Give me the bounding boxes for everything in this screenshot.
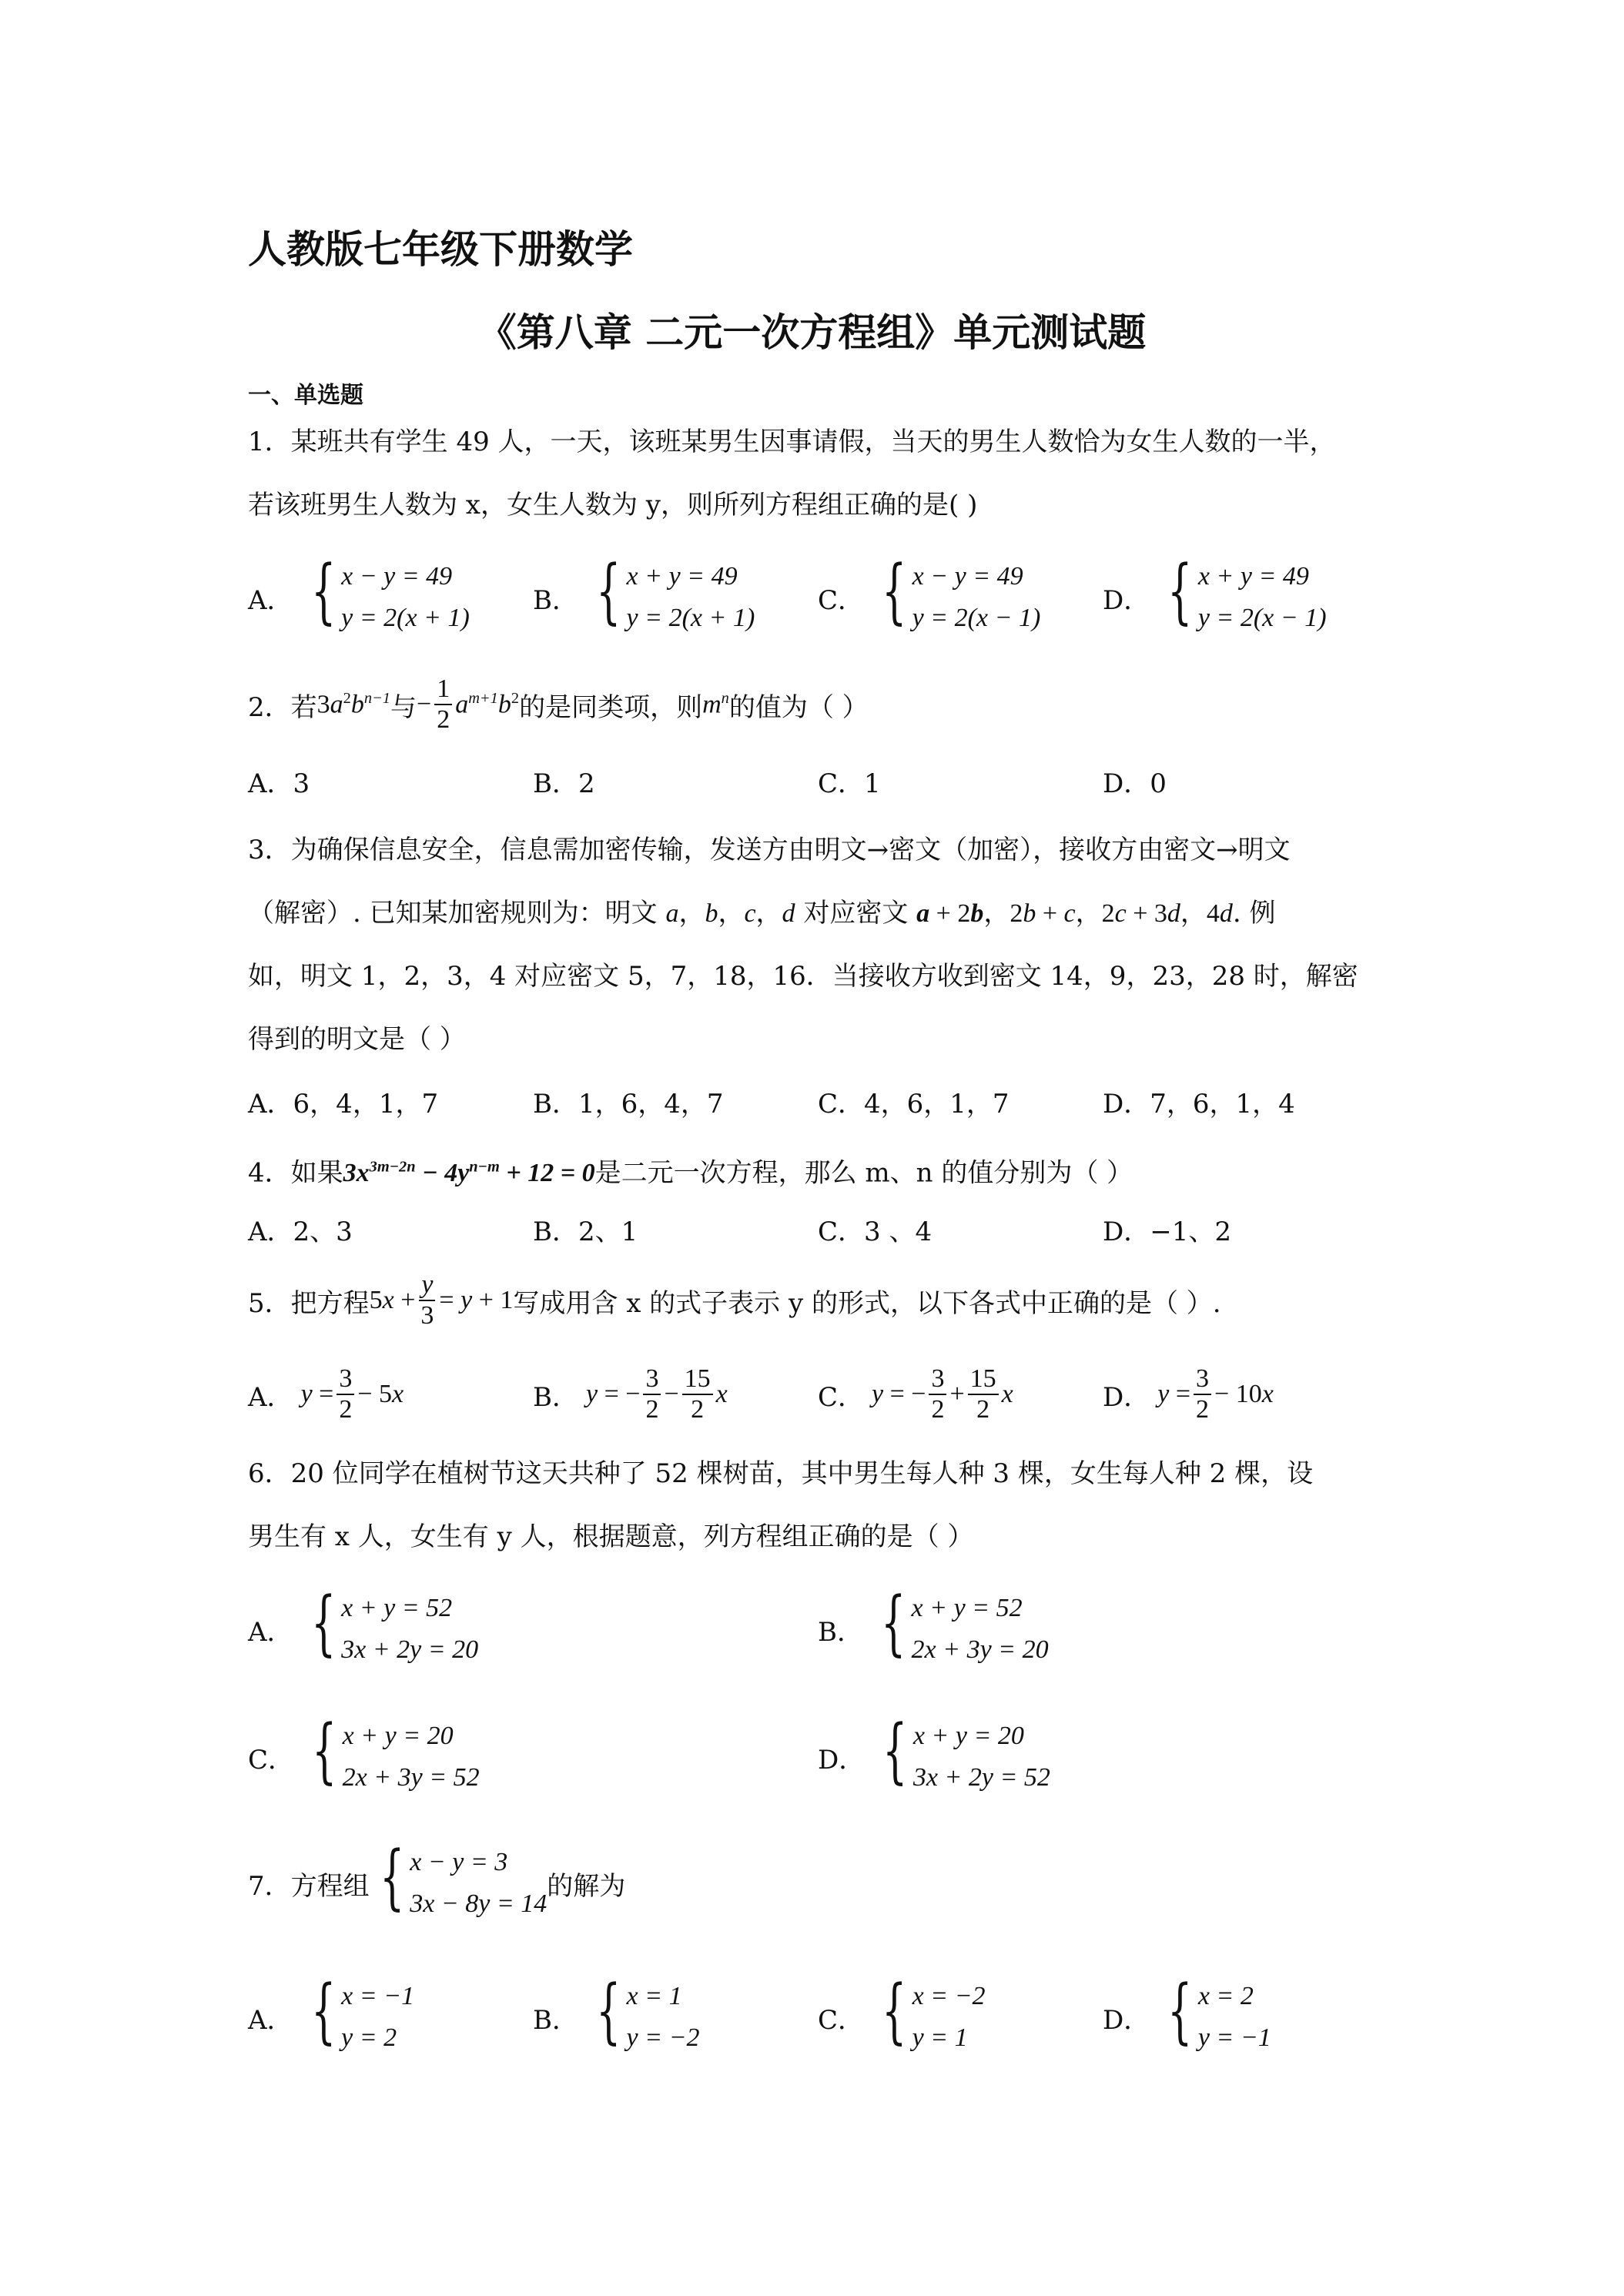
- question-6-option-c[interactable]: C． { x + y = 20 2x + 3y = 52: [248, 1709, 480, 1792]
- option-label: C．: [818, 584, 865, 616]
- question-1-line-1: 1．某班共有学生 49 人，一天，该班某男生因事请假，当天的男生人数恰为女生人数的一半，: [248, 427, 1336, 457]
- question-2-prefix: 2．若: [248, 691, 317, 723]
- question-2-option-d[interactable]: D．0: [1103, 768, 1167, 799]
- question-2-stem: 2．若 $3a^2b^{n-1}$ 与 − $\frac{1}{2}$ $a^{m+1}b^2$ 的是同类项，则 $m^n$ 的值为（ ）: [248, 674, 869, 734]
- system-line-2: y = 2(x + 1): [626, 604, 755, 632]
- fraction-one-half: $\frac{1}{2}$: [434, 674, 452, 735]
- question-2-with: 与: [390, 691, 417, 723]
- term-3a2bn-1: $3a^2b^{n-1}$: [316, 689, 390, 719]
- question-5-option-c[interactable]: C． y = − $\frac{3}{2}$ + $\frac{15}{2}$ x: [818, 1364, 1013, 1424]
- equation-system: { x + y = 49 y = 2(x + 1): [586, 556, 755, 639]
- question-6-option-a[interactable]: A． { x + y = 52 3x + 2y = 20: [248, 1581, 479, 1664]
- question-6-line-1: 6．20 位同学在植树节这天共种了 52 棵树苗，其中男生每人种 3 棵，女生每人种 2 棵，设: [248, 1458, 1314, 1489]
- system-line-1: x + y = 49: [626, 562, 738, 591]
- question-3-option-a[interactable]: A．6，4，1，7: [248, 1089, 439, 1120]
- question-7-option-b[interactable]: B． { x = 1 y = −2: [533, 1970, 700, 2052]
- question-2-suffix: 的值为（ ）: [728, 691, 869, 723]
- question-5-option-d[interactable]: D． y = $\frac{3}{2}$ − 10x: [1103, 1364, 1274, 1424]
- equation-system: { x − y = 49 y = 2(x − 1): [872, 556, 1040, 639]
- system-line-2: y = 2(x − 1): [1197, 604, 1327, 632]
- question-7-stem: 7．方程组 { x − y = 3 3x − 8y = 14 的解为: [248, 1836, 626, 1918]
- question-5-option-a[interactable]: A． y = $\frac{3}{2}$ − 5x: [248, 1364, 404, 1424]
- question-3-line-3: 如，明文 1，2，3，4 对应密文 5，7，18，16．当接收方收到密文 14，9，23，28 时，解密: [248, 961, 1358, 992]
- question-7-option-a[interactable]: A． { x = −1 y = 2: [248, 1970, 415, 2052]
- system-line-1: x − y = 49: [341, 562, 453, 591]
- question-3-option-d[interactable]: D．7，6，1，4: [1103, 1089, 1295, 1120]
- question-7-option-c[interactable]: C． { x = −2 y = 1: [818, 1970, 986, 2052]
- question-2-option-b[interactable]: B．2: [533, 768, 595, 799]
- question-2-option-c[interactable]: C．1: [818, 768, 881, 799]
- question-2-same-kind: 的是同类项，则: [519, 691, 703, 723]
- question-3-line-4: 得到的明文是（ ）: [248, 1024, 466, 1055]
- question-1-option-b[interactable]: [533, 550, 755, 639]
- question-4-option-c[interactable]: C．3 、4: [818, 1217, 933, 1247]
- question-1-line-2: 若该班男生人数为 x，女生人数为 y，则所列方程组正确的是( ): [248, 490, 978, 520]
- option-label: B．: [533, 584, 578, 616]
- question-6-option-b[interactable]: B． { x + y = 52 2x + 3y = 20: [818, 1581, 1049, 1664]
- question-3-option-b[interactable]: B．1，6，4，7: [533, 1089, 724, 1120]
- section-heading-single-choice: 一、单选题: [248, 382, 363, 409]
- question-2-option-a[interactable]: A．3: [248, 768, 310, 799]
- question-4-option-b[interactable]: B．2、1: [533, 1217, 638, 1247]
- system-line-1: x + y = 49: [1197, 562, 1309, 591]
- question-4-stem: 4．如果$3x^{3m-2n} - 4y^{n-m} + 12 = 0$是二元一次方程，那么 m、n 的值分别为（ ）: [248, 1157, 1133, 1189]
- equation-system: { x + y = 49 y = 2(x − 1): [1157, 556, 1326, 639]
- question-6-line-2: 男生有 x 人，女生有 y 人，根据题意，列方程组正确的是（ ）: [248, 1521, 974, 1552]
- term-m-pow-n: $m^n$: [702, 689, 729, 719]
- option-label: A．: [248, 584, 293, 616]
- question-4-option-d[interactable]: D．−1、2: [1103, 1217, 1232, 1247]
- equation-system: { x − y = 49 y = 2(x + 1): [301, 556, 470, 639]
- document-title: 人教版七年级下册数学: [248, 227, 633, 272]
- question-1-option-d[interactable]: [1103, 550, 1327, 639]
- system-line-2: y = 2(x + 1): [341, 604, 470, 632]
- system-line-2: y = 2(x − 1): [912, 604, 1041, 632]
- question-4-option-a[interactable]: A．2、3: [248, 1217, 353, 1247]
- question-3-option-c[interactable]: C．4，6，1，7: [818, 1089, 1010, 1120]
- question-1-option-a[interactable]: [248, 550, 470, 639]
- question-6-option-d[interactable]: D． { x + y = 20 3x + 2y = 52: [818, 1709, 1050, 1792]
- question-5-option-b[interactable]: B． y = − $\frac{3}{2}$ − $\frac{15}{2}$ x: [533, 1364, 728, 1424]
- question-5-stem: 5．把方程 5x + $\frac{y}{3}$ = y + 1 写成用含 x 的式子表示 y 的形式，以下各式中正确的是（ ）.: [248, 1270, 1221, 1330]
- document-subtitle: 《第八章 二元一次方程组》单元测试题: [477, 310, 1147, 355]
- question-1-option-c[interactable]: [818, 550, 1041, 639]
- question-3-line-2: （解密）. 已知某加密规则为：明文 a，b，c，d 对应密文 a + 2b，2b + c，2c + 3d，4d. 例: [248, 898, 1276, 929]
- option-label: D．: [1103, 584, 1150, 616]
- term-am+1b2: $a^{m+1}b^2$: [455, 689, 520, 719]
- question-7-option-d[interactable]: D． { x = 2 y = −1: [1103, 1970, 1271, 2052]
- equation-q4: $3x^{3m-2n} - 4y^{n-m} + 12 = 0$: [343, 1159, 595, 1188]
- system-line-1: x − y = 49: [912, 562, 1023, 591]
- question-3-line-1: 3．为确保信息安全，信息需加密传输，发送方由明文→密文（加密），接收方由密文→明文: [248, 835, 1291, 865]
